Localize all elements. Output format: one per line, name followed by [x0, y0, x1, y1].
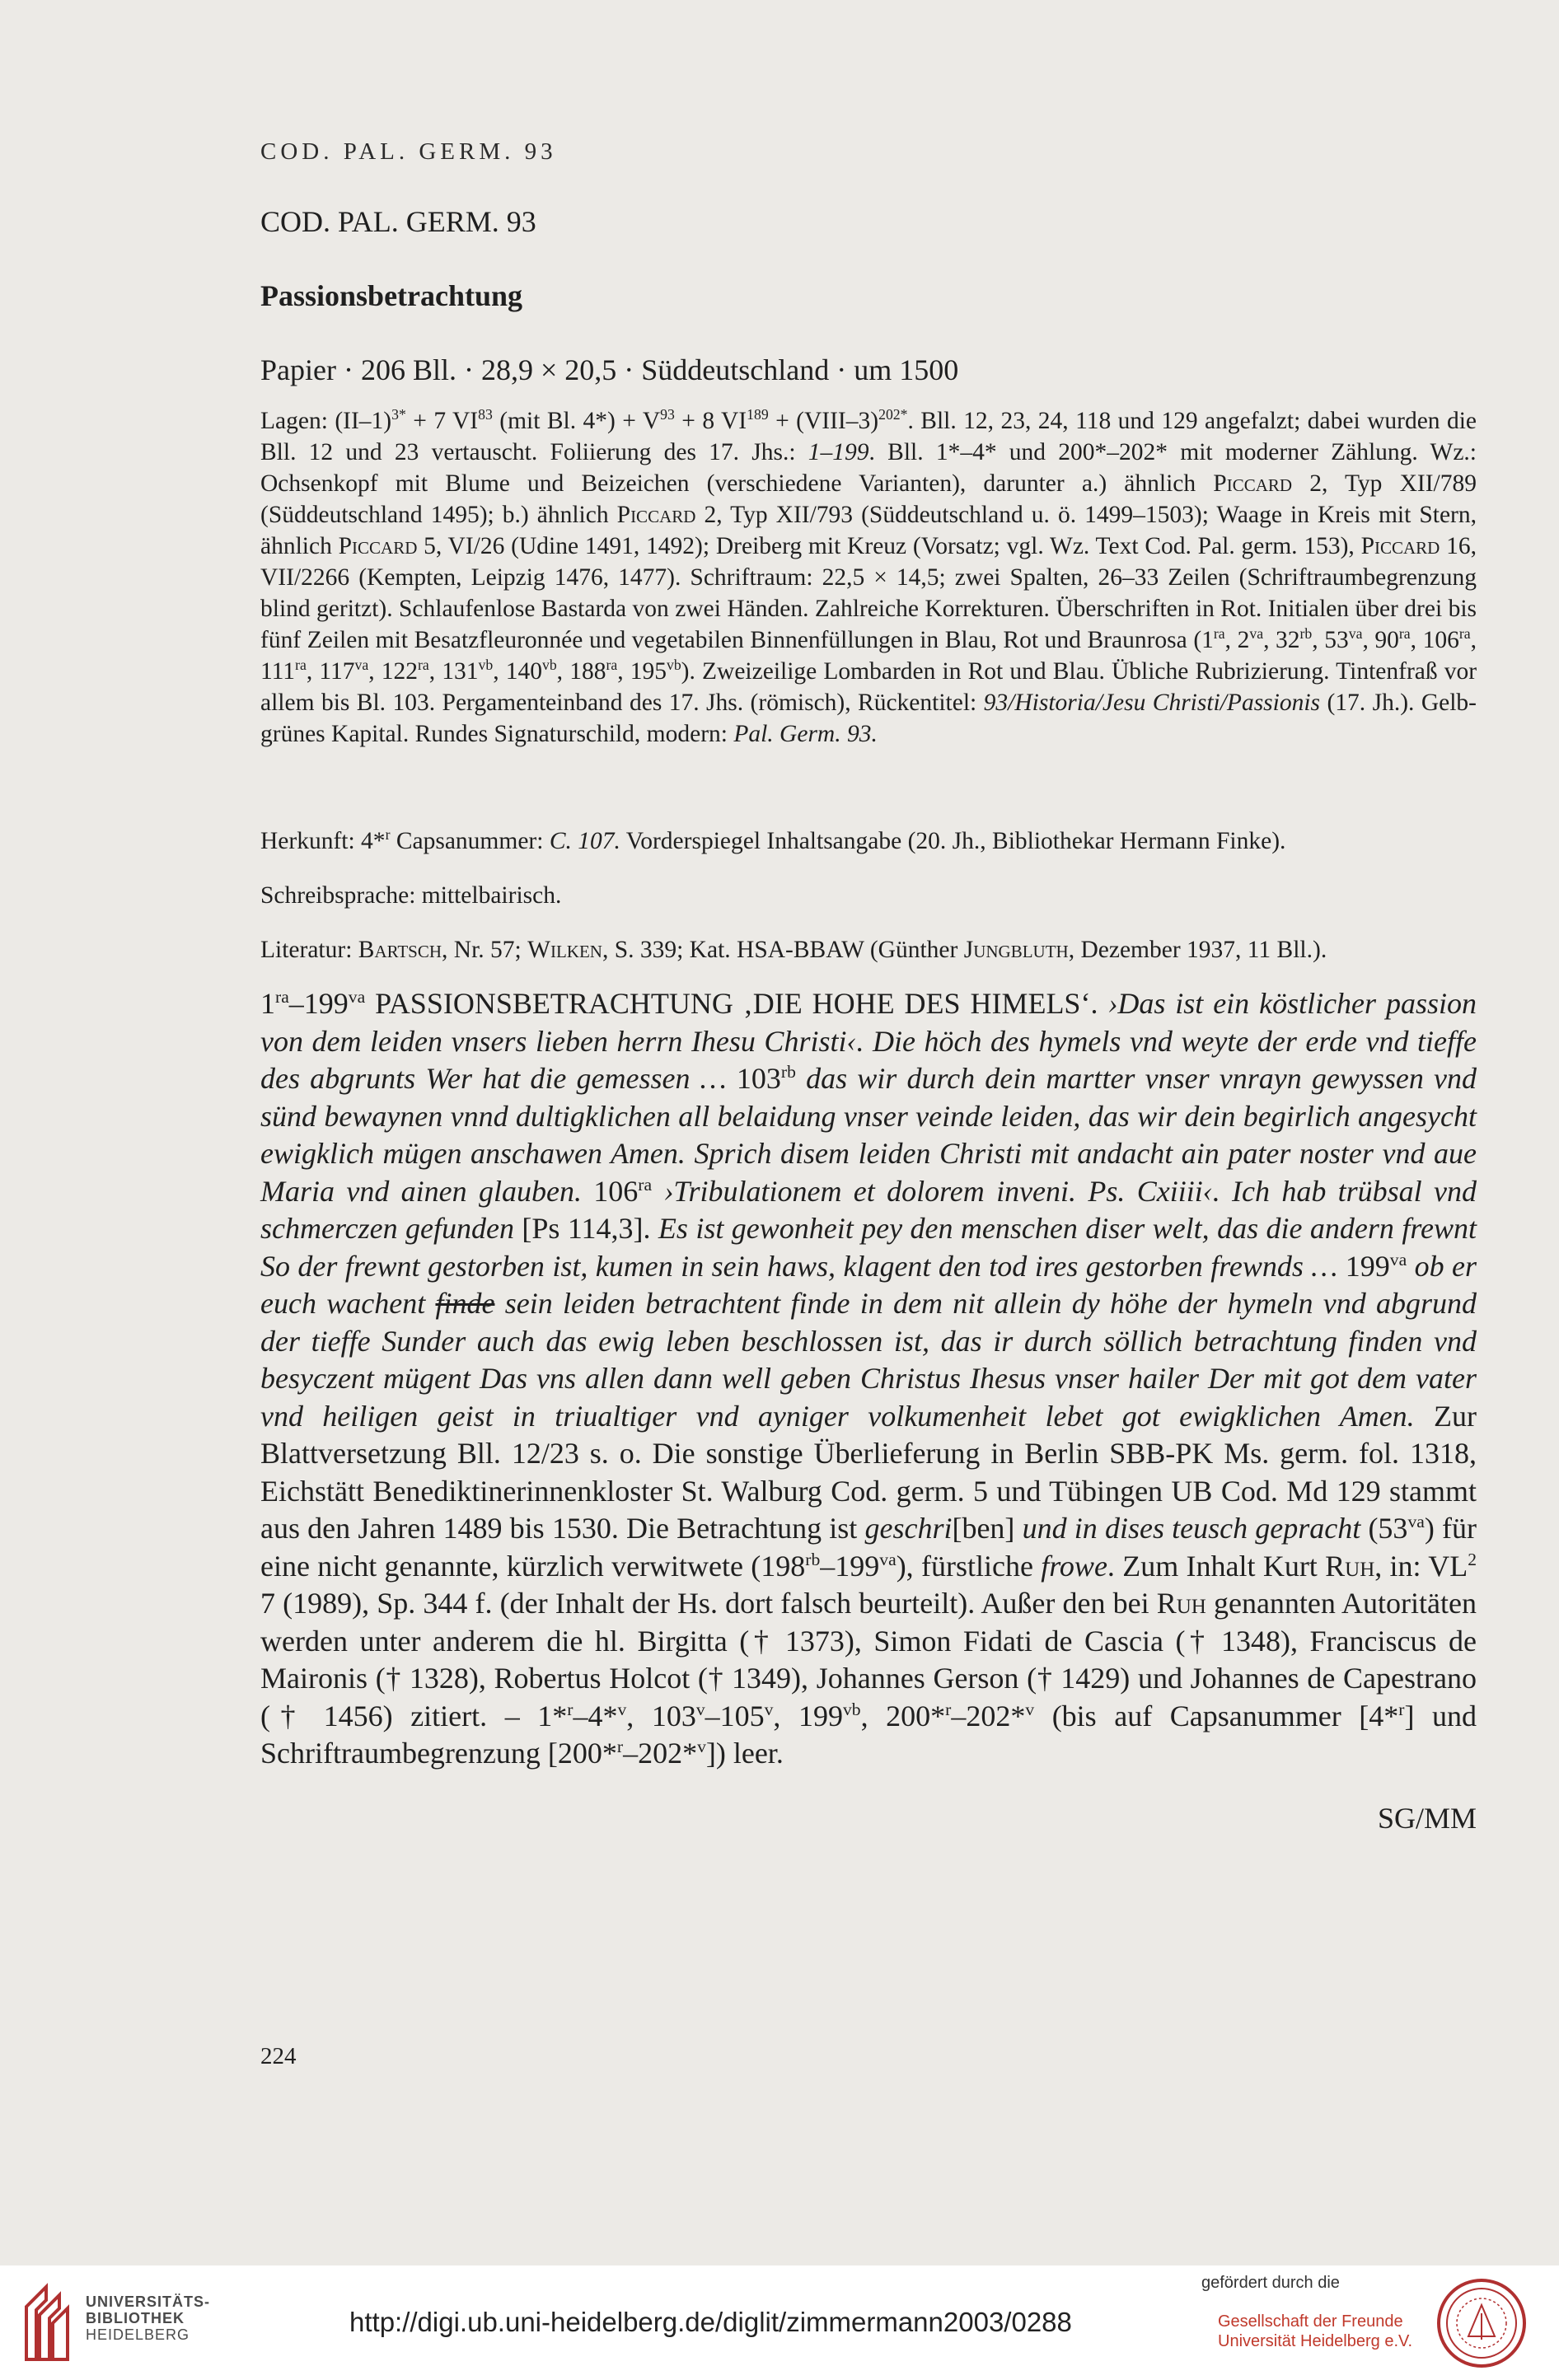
literatur-paragraph: Literatur: Bartsch, Nr. 57; Wilken, S. 339; Kat. HSA-BBAW (Günther Jungbluth, Dezember 1937, 11 Bll.). [260, 937, 1327, 963]
page-subtitle: Passionsbetrachtung [260, 279, 523, 312]
permalink-url[interactable]: http://digi.ub.uni-heidelberg.de/diglit/zimmermann2003/0288 [349, 2307, 1072, 2337]
content-description: $1^{ra}-199^{va}$ PASSIONSBETRACHTUNG ‚DIE HOHE DES HIMELS‘. ›Das ist ein köstlicher passion von dem leiden vnsers lieben herrn Ihesu Christi‹. Die höch des hymels vnd weyte der erde vnd tieffe des abgrunts Wer hat die gemessen … $103^{rb}$ das wir durch dein martter vnser vnrayn gewyssen vnd sünd bewaynen vnnd dultigklichen all belaidung vnser veinde leiden, das wir dein begirlich angesycht ewigklich mügen anschawen Amen. Sprich disem leiden Christi mit andacht ain pater noster vnd aue Maria vnd ainen glauben. $106^{ra}$ ›Tribulationem et dolorem inveni. Ps. Cxiiii‹. Ich hab trübsal vnd schmerczen gefunden [Ps 114,3]. Es ist gewonheit pey den menschen diser welt, das die andern frewnt So der frewnt gestorben ist, kumen in sein haws, klagent den tod ires gestorben frewnds … $199^{va}$ ob er euch wachent finde sein leiden betrachtent finde in dem nit allein dy höhe der hymeln vnd abgrund der tieffe Sunder auch das ewig leben beschlossen ist, das ir durch söllich betrachtung finden vnd besyczent mügent Das vns allen dann well geben Christus Ihesus vnser hailer Der mit got dem vater vnd heiligen geist in triualtiger vnd ayniger volkumenheit lebet got ewigklichen Amen. Zur Blattversetzung Bll. 12/23 s. o. Die sonstige Überlieferung in Berlin SBB-PK Ms. germ. fol. 1318, Eichstätt Benediktinerinnenkloster St. Walburg Cod. germ. 5 und Tübingen UB Cod. Md 129 stammt aus den Jahren 1489 bis 1530. Die Betrachtung ist geschri[ben] und in dises teusch gepracht $(53^{va})$ für eine nicht genannte, kürzlich verwitwete $(198^{rb}-199^{va})$, fürstliche frowe. Zum Inhalt Kurt Ruh, in: $VL^2$ 7 (1989), Sp. 344 f. (der Inhalt der Hs. dort falsch beurteilt). Außer den bei Ruh genannten Autoritäten werden unter anderem die hl. Birgitta († 1373), Simon Fidati de Cascia († 1348), Franciscus de Maironis († 1328), Robertus Holcot († 1349), Johannes Gerson († 1429) und Johannes de Capestrano († 1456) zitiert. – 1*$^r$–4*$^v$, 103$^v$–105$^v$, $199^{vb}$, 200*$^r$–202*$^v$ (bis auf Capsanummer [4*$^r$] und Schriftraumbegrenzung [200*$^r$–202*$^v$]) leer. [260, 987, 1477, 1770]
viewer-footer [0, 2265, 1559, 2380]
sponsor-intro: gefördert durch die [1201, 2274, 1340, 2292]
sponsor-name: Gesellschaft der Freunde Universität Heidelberg e.V. [1218, 2312, 1413, 2350]
herkunft-paragraph: Herkunft: 4*$^r$ Capsanummer: C. 107. Vorderspiegel Inhaltsangabe (20. Jh., Bibliothekar Hermann Finke). [260, 826, 1286, 854]
running-head: COD. PAL. GERM. 93 [260, 138, 557, 165]
university-seal-icon [1435, 2277, 1528, 2369]
library-name: UNIVERSITÄTS- BIBLIOTHEK HEIDELBERG [86, 2293, 211, 2343]
schreibsprache-paragraph: Schreibsprache: mittelbairisch. [260, 882, 562, 909]
signature: SG/MM [1377, 1802, 1477, 1835]
page-number: 224 [260, 2043, 297, 2069]
lagen-paragraph: Lagen: $(II-1)^{3*} + 7$ VI$^{83}$ (mit Bl. $4*) + V^{93} + 8$ $VI^{189}$ + (VIII–3)$^{202*}$. Bll. 12, 23, 24, 118 und 129 angefalzt; dabei wurden die Bll. 12 und 23 vertauscht. Foliierung des 17. Jhs.: 1–199. Bll. 1*–4* und 200*–202* mit moderner Zählung. Wz.: Ochsenkopf mit Blume und Beizeichen (verschiedene Varianten), darunter a.) ähnlich Piccard 2, Typ XII/789 (Süddeutschland 1495); b.) ähnlich Piccard 2, Typ XII/793 (Süddeutschland u. ö. 1499–1503); Waage in Kreis mit Stern, ähnlich Piccard 5, VI/26 (Udine 1491, 1492); Dreiberg mit Kreuz (Vorsatz; vgl. Wz. Text Cod. Pal. germ. 153), Piccard 16, VII/2266 (Kempten, Leipzig 1476, 1477). Schriftraum: 22,5 × 14,5; zwei Spalten, 26–33 Zeilen (Schriftraumbegrenzung blind geritzt). Schlaufenlose Bastarda von zwei Händen. Zahlreiche Korrekturen. Überschriften in Rot. Initialen über drei bis fünf Zeilen mit Besatzfleuronnée und vegetabilen Binnenfüllungen in Blau, Rot und Braunrosa ($1^{ra}$, $2^{va}$, $32^{rb}$, $53^{va}$, $90^{ra}$, $106^{ra}$, $111^{ra}$, $117^{va}$, $122^{ra}$, $131^{vb}$, $140^{vb}$, $188^{ra}$, $195^{vb}$). Zweizeilige Lombarden in Rot und Blau. Übliche Rubrizierung. Tintenfraß vor allem bis Bl. 103. Pergamenteinband des 17. Jhs. (römisch), Rückentitel: 93/Historia/Jesu Christi/Passionis (17. Jh.). Gelb-grünes Kapital. Rundes Signaturschild, modern: Pal. Germ. 93. [260, 406, 1477, 747]
physical-description: Papier · 206 Bll. · 28,9 × 20,5 · Süddeutschland · um 1500 [260, 353, 959, 386]
page-title: COD. PAL. GERM. 93 [260, 205, 536, 238]
library-logo-icon [21, 2282, 73, 2364]
